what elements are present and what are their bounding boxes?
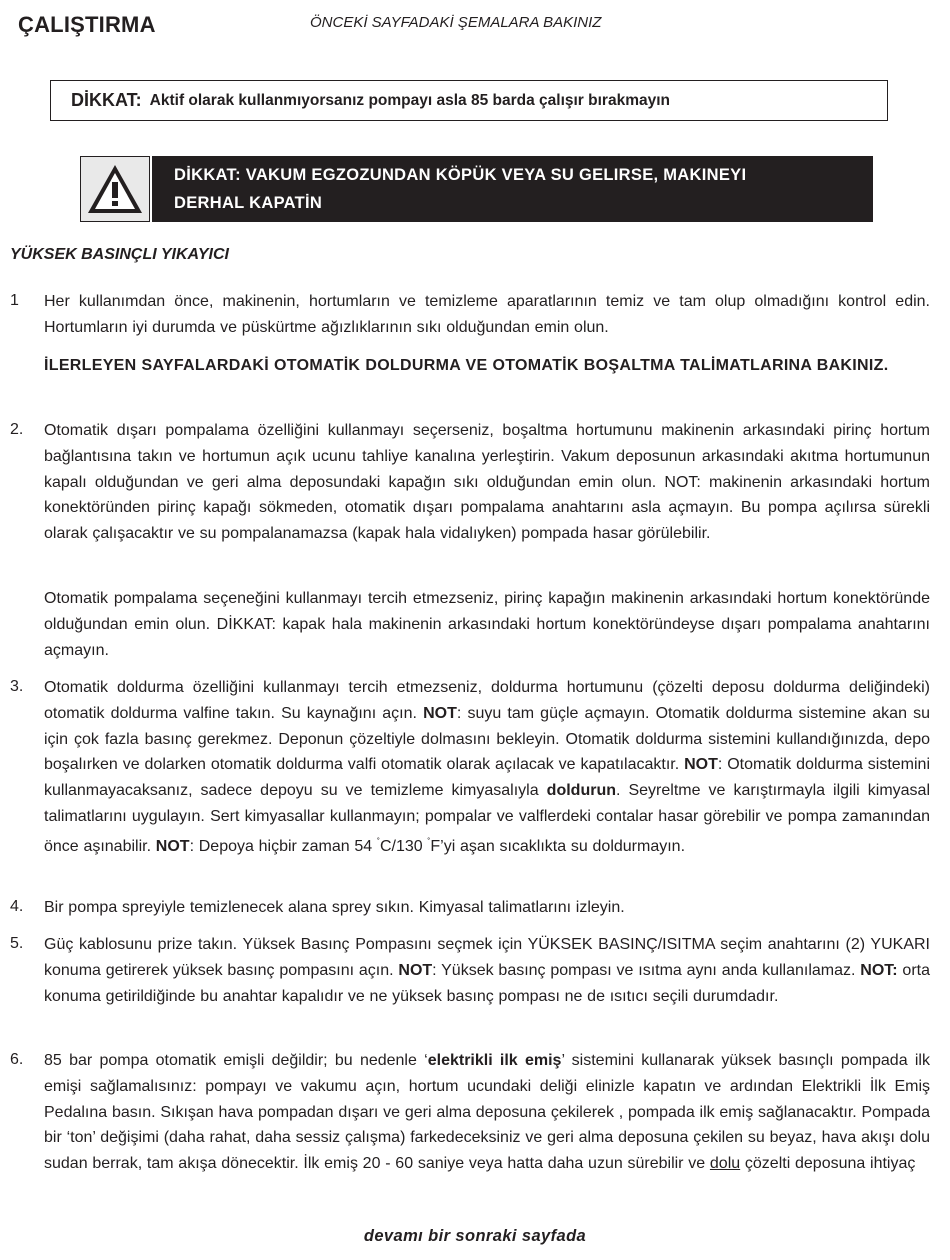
warning-triangle-icon	[86, 163, 144, 215]
caution-text: Aktif olarak kullanmıyorsanız pompayı asla 85 barda çalışır bırakmayın	[149, 91, 670, 109]
item-number-6: 6.	[10, 1051, 24, 1068]
caution-label: DİKKAT:	[71, 90, 142, 110]
item-number-3: 3.	[10, 678, 24, 695]
item-2-text: Otomatik dışarı pompalama özelliğini kullanmayı seçerseniz, boşaltma hortumunu makinenin arkasındaki pirinç hortum bağlantısına takın ve hortumun açık ucunu tahliye kanalına yerleştirin. Vakum deposunun arkasındaki akıtma hortumunun kapalı olduğundan ve geri alma deposundaki kapağın sıkı olduğundan emin olun. NOT: makinenin arkasındaki hortum konektöründen pirinç kapağı sökmeden, otomatik dışarı pompalama anahtarını asla açmayın. Bu pompa açılırsa sürekli olarak çalışacaktır ve su pompalanamazsa (kapak hala vidalıyken) pompada hasar görülebilir.	[44, 422, 930, 543]
item-1-text: Her kullanımdan önce, makinenin, hortumların ve temizleme aparatlarının temiz ve tam olup olmadığını kontrol edin. Hortumların iyi durumda ve püskürtme ağızlıklarının sıkı olduğundan emin olun.	[44, 293, 930, 336]
warning-line-2: DERHAL KAPATİN	[174, 194, 323, 212]
item-1-note: İLERLEYEN SAYFALARDAKİ OTOMATİK DOLDURMA VE OTOMATİK BOŞALTMA TALİMATLARINA BAKINIZ.	[44, 357, 889, 374]
item-number-5: 5.	[10, 935, 24, 952]
warning-icon-box	[80, 156, 150, 222]
item-5-text: Güç kablosunu prize takın. Yüksek Basınç Pompasını seçmek için YÜKSEK BASINÇ/ISITMA seçim anahtarını (2) YUKARI konuma getirerek yüksek basınç pompasını açın. NOT: Yüksek basınç pompası ve ısıtma aynı anda kullanılamaz. NOT: orta konuma getirildiğinde bu anahtar kapalıdır ve ne yüksek basınç pompası ne de ısıtıcı seçili durumdadır.	[44, 936, 931, 1005]
warning-message	[152, 156, 873, 222]
item-3-text: Otomatik doldurma özelliğini kullanmayı tercih etmezseniz, doldurma hortumunu (çözelti deposu doldurma deliğindeki) otomatik doldurma valfine takın. Su kaynağını açın. NOT: suyu tam güçle açmayın. Otomatik doldurma sistemine akan su için çok fazla basınç gerekmez. Deponun çözeltiyle dolmasını bekleyin. Otomatik doldurma sistemini kullandığınızda, depo boşalırken ve dolarken otomatik doldurma valfi otomatik olarak açılacak ve kapatılacaktır. NOT: Otomatik doldurma sistemini kullanmayacaksanız, sadece depoyu su ve temizleme kimyasalıyla doldurun. Seyreltme ve karıştırmayla ilgili kimyasal talimatlarını uygulayın. Sert kimyasallar kullanmayın; pompalar ve valflerdeki contalar hasar görebilir ve pompa zamanından önce aşınabilir. NOT: Depoya hiçbir zaman 54 ˚C/130 ˚F’yi aşan sıcaklıkta su doldurmayın.	[44, 679, 931, 855]
item-4-text: Bir pompa spreyiyle temizlenecek alana sprey sıkın. Kimyasal talimatlarını izleyin.	[44, 899, 625, 916]
page-title: ÇALIŞTIRMA	[18, 12, 156, 37]
caution-notice-box	[50, 80, 888, 121]
page-subtitle: ÖNCEKİ SAYFADAKİ ŞEMALARA BAKINIZ	[310, 14, 602, 31]
item-2-text-2: Otomatik pompalama seçeneğini kullanmayı tercih etmezseniz, pirinç kapağın makinenin arkasındaki hortum konektöründe olduğundan emin olun. DİKKAT: kapak hala makinenin arkasındaki hortum konektöründeyse dışarı pompalama anahtarını açmayın.	[44, 590, 930, 659]
item-number-2: 2.	[10, 421, 24, 438]
continued-footer: devamı bir sonraki sayfada	[363, 1227, 587, 1245]
item-6-text: 85 bar pompa otomatik emişli değildir; bu nedenle ‘elektrikli ilk emiş’ sistemini kullanarak yüksek basınçlı pompada ilk emişi sağlamalısınız: pompayı ve vakumu açın, hortum ucundaki deliği elinizle kapatın ve ardından Elektrikli İlk Emiş Pedalına basın. Sıkışan hava pompadan dışarı ve geri alma deposuna çekilerek , pompada ilk emiş sağlanacaktır. Pompada bir ‘ton’ değişimi (daha rahat, daha sessiz çalışma) farkedeceksiniz ve geri alma deposuna çekilen su beyaz, hava akışı dolu sudan berrak, tam akışa dönecektir. İlk emiş 20 - 60 saniye veya hatta daha uzun sürebilir ve dolu çözelti deposuna ihtiyaç	[44, 1052, 930, 1173]
warning-banner	[80, 156, 873, 222]
item-number-4: 4.	[10, 898, 24, 915]
item-number-1: 1	[10, 292, 19, 309]
section-title: YÜKSEK BASINÇLI YIKAYICI	[10, 246, 229, 263]
warning-line-1: DİKKAT: VAKUM EGZOZUNDAN KÖPÜK VEYA SU GELIRSE, MAKINEYI	[174, 166, 747, 184]
